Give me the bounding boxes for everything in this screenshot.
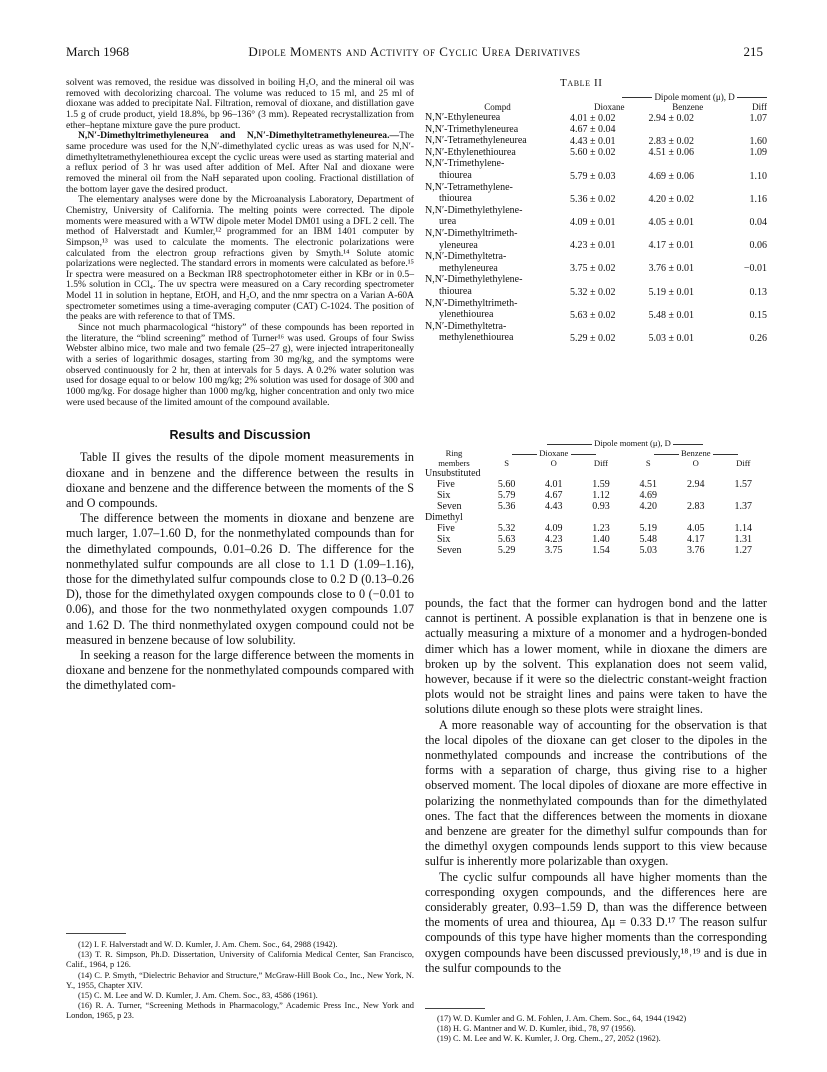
diff-value (727, 124, 767, 136)
dioxane-s: 5.36 (497, 501, 516, 512)
dioxane-value: 5.63 ± 0.02 (570, 309, 616, 321)
paragraph: Since not much pharmacological “history” of these compounds has been reported in the literature, the “blind screening” method of Turner¹⁶ was used. Groups of four Swiss Webster albino mice, two male and two female (25–27 g), were injected intraperitoneally with a series of logarithmic dosages, starting from 30 mg/kg, and the symptoms were observed continuously for 2 hr, then at intervals for 5 days. A 0.2% water solution was used for dosage equal to or below 100 mg/kg; 2% solution was used for dosage of 300 and 1000 mg/kg. For dosage higher than 1000 mg/kg, higher concentration and only two mice were used because of the limited amount of the compound available. (66, 322, 414, 408)
table-row (425, 240, 767, 252)
ring-members: Seven (437, 501, 462, 512)
diff-value (727, 228, 767, 240)
dioxane-value (570, 182, 649, 194)
header-title: Dipole Moments and Activity of Cyclic Urea Derivatives (248, 44, 581, 59)
paragraph: The elementary analyses were done by the Microanalysis Laboratory, Department of Chemistry, University of California. The melting points were corrected. The dipole moments were measured with a WTW dipole meter Model DM01 using a DFL 2 cell. The method of Halverstadt and Kumler,¹² programmed for an IBM 1401 computer by Simpson,¹³ was used to calculate the moments. The electronic polarizations were calculated from the electron group refractions given by Smyth.¹⁴ Solute atomic polarizations were neglected. The standard errors in moments were calculated as before.¹⁵ Ir spectra were measured on a Beckman IR8 spectrophotometer either in KBr or in 0.5–1.5% solution in CCl₄. The uv spectra were measured on a Cary recording spectrometer Model 11 in solution in heptane, EtOH, and H₂O, and the nmr spectra on a Varian A-60A spectrometer sometimes using a time-averaging computer (CAT) C-1024. The position of the peaks are with reference to that of TMS. (66, 194, 414, 323)
header-rule (622, 97, 652, 98)
benzene-value: 2.94 ± 0.02 (648, 112, 695, 124)
benzene-s: 5.03 (639, 545, 658, 556)
compound-name: methyleneurea (439, 262, 498, 274)
dioxane-value (570, 251, 649, 263)
paragraph: In seeking a reason for the large difference between the moments in dioxane and benzene for the nonmethylated compounds compared with the dimethylated com- (66, 647, 414, 693)
benzene-value (649, 274, 728, 286)
section-title: Results and Discussion (169, 428, 311, 443)
footnote-rule (425, 1008, 485, 1009)
col-o: O (550, 458, 557, 468)
benzene-value: 4.69 ± 0.06 (648, 170, 695, 182)
dioxane-value: 4.23 ± 0.01 (570, 240, 616, 252)
benzene-s: 4.20 (639, 501, 658, 512)
diff-value: −0.01 (743, 263, 767, 275)
dioxane-value: 4.43 ± 0.01 (570, 135, 616, 147)
discussion-text (66, 450, 414, 693)
paragraph: solvent was removed, the residue was dissolved in boiling H₂O, and the mineral oil was removed with decolorizing charcoal. The volume was reduced to 15 ml, and 25 ml of dioxane was added to precipitate NaI. Filtration, removal of dioxane, and distillation gave 1.5 g of crude product, yield 18.8%, bp 96–136° (3 mm). Repeated recrystallization from ether–heptane mixture gave the pure product. (66, 77, 414, 131)
diff-value (727, 321, 767, 333)
col-diff: Diff (736, 458, 751, 468)
dioxane-o: 4.09 (545, 523, 563, 534)
dioxane-value (570, 321, 649, 333)
group-row (425, 512, 767, 523)
col-o: O (692, 458, 699, 468)
footnote-rule (66, 933, 126, 934)
diff-value: 1.07 (749, 112, 767, 124)
ring-members: Six (437, 490, 451, 501)
col-members: members (438, 458, 470, 468)
footnote: (13) T. R. Simpson, Ph.D. Dissertation, University of California Medical Center, San Francisco, Calif., 1964, p 126. (66, 950, 414, 970)
table-row (425, 228, 767, 240)
dioxane-s: 5.32 (497, 523, 516, 534)
table-row (425, 534, 767, 545)
paragraph: The difference between the moments in dioxane and benzene are much larger, 1.07–1.60 D, for the nonmethylated compounds than for the dimethylated compounds, 0.01–0.26 D. The difference for the nonmethylated sulfur compounds are all close to 1.1 D (1.09–1.16), those for the dimethylated sulfur compounds close to 0.2 D (0.13–0.26 D), those for the dimethylated oxygen compounds close to 0 (−0.01 to 0.06), and those for the two nonmethylated oxygen compounds 1.07 and 1.62 D. The third nonmethylated oxygen compound could not be measured in benzene because of low solubility. (66, 511, 414, 647)
benzene-value (649, 158, 728, 170)
dioxane-s: 5.29 (497, 545, 516, 556)
compound-name: N,N′-Trimethyleneurea (425, 123, 519, 135)
paragraph: The cyclic sulfur compounds all have higher moments than the corresponding oxygen compounds, and the differences here are considerably greater, 0.93–1.59 D, than was the difference between the moments of urea and thiourea, Δμ = 0.33 D.¹⁷ The reason sulfur compounds of this type have higher moments than the corresponding oxygen compounds have been discussed previously,¹⁸˒¹⁹ and is due in the sulfur compounds to the (425, 869, 767, 975)
compound-name: N,N′-Ethyleneurea (425, 112, 501, 123)
benzene-s: 5.19 (639, 523, 658, 534)
footnote: (12) I. F. Halverstadt and W. D. Kumler, J. Am. Chem. Soc., 64, 2988 (1942). (78, 940, 338, 949)
dioxane-value: 5.29 ± 0.02 (570, 332, 616, 344)
table-row (425, 158, 767, 170)
dioxane-value: 5.32 ± 0.02 (570, 286, 616, 298)
dioxane-value: 5.60 ± 0.02 (570, 147, 616, 159)
compound-name: N,N′-Tetramethylene- (425, 181, 513, 193)
table-row (425, 182, 767, 194)
diff-value: 1.60 (749, 135, 767, 147)
col-compd: Compd (484, 102, 511, 112)
table-header-row (425, 438, 767, 448)
dioxane-diff: 1.40 (592, 534, 610, 545)
diff-value: 0.06 (749, 240, 767, 252)
table-title: Table II (560, 77, 603, 89)
page-number: 215 (743, 44, 763, 59)
dioxane-diff: 1.23 (592, 523, 610, 534)
compound-name: N,N′-Trimethylene- (425, 158, 505, 170)
col-diff: Diff (593, 458, 609, 468)
dioxane-diff: 1.54 (592, 545, 610, 556)
diff-value (727, 158, 767, 170)
table-row (425, 332, 767, 344)
dioxane-value: 5.79 ± 0.03 (570, 170, 616, 182)
diff-value: 0.04 (749, 216, 767, 228)
table-row (425, 286, 767, 298)
footnote: (15) C. M. Lee and W. D. Kumler, J. Am. Chem. Soc., 83, 4586 (1961). (78, 991, 318, 1001)
compound-name: yleneurea (439, 239, 478, 251)
benzene-diff: 1.27 (734, 545, 752, 556)
diff-value (727, 251, 767, 263)
benzene-o (672, 490, 719, 501)
table-row (425, 274, 767, 286)
running-header (66, 44, 763, 62)
table-row (425, 490, 767, 501)
footnote: (18) H. G. Mantner and W. D. Kumler, ibid., 78, 97 (1956). (437, 1024, 636, 1034)
table-row (425, 170, 767, 182)
col-dioxane: Dioxane (594, 102, 625, 112)
ring-members: Seven (437, 545, 462, 556)
paragraph: pounds, the fact that the former can hydrogen bond and the latter cannot is pertinent. A possible explanation is that in benzene one is actually measuring a mixture of a monomer and a hydrogen-bonded dimer which has a lower moment, while in dioxane the dimers are broken up by the solvent. This explanation does not seem valid, however, because if it were so the dielectric constant-weight fraction plots would not be straight lines and pains were taken to have the solutions dilute enough so these plots were straight lines. (425, 596, 767, 717)
table-row (425, 205, 767, 217)
group-header: Dipole moment (μ), D (654, 92, 735, 102)
sub-dioxane: Dioxane (539, 448, 569, 458)
table-ii (425, 92, 767, 344)
col-benzene: Benzene (672, 102, 704, 112)
left-footnotes (66, 940, 414, 1022)
group-row (425, 468, 767, 479)
benzene-value (649, 298, 728, 310)
ring-members: Five (437, 523, 455, 534)
compound-name: N,N′-Dimethyltrimeth- (425, 227, 518, 239)
left-column (66, 78, 414, 694)
dioxane-o: 4.23 (545, 534, 563, 545)
table-header-row (425, 102, 767, 112)
dioxane-value (570, 158, 649, 170)
benzene-value: 2.83 ± 0.02 (648, 135, 695, 147)
benzene-diff: 1.14 (734, 523, 752, 534)
diff-value: 1.16 (749, 193, 767, 205)
dioxane-value: 4.09 ± 0.01 (570, 216, 616, 228)
header-rule (713, 454, 738, 455)
dioxane-s: 5.60 (497, 479, 516, 490)
benzene-value: 4.05 ± 0.01 (648, 216, 695, 228)
dioxane-value (570, 205, 649, 217)
dioxane-o: 4.01 (545, 479, 563, 490)
subheading: N,N′-Dimethyltrimethyleneurea and N,N′-Dimethyltetramethyleneurea.— (78, 130, 400, 142)
compound-name: thiourea (439, 169, 472, 181)
group-label: Dimethyl (425, 512, 463, 523)
dioxane-s: 5.63 (497, 534, 516, 545)
dioxane-o: 3.75 (545, 545, 563, 556)
compound-name: N,N′-Dimethyltrimeth- (425, 297, 518, 309)
benzene-o: 2.83 (686, 501, 705, 512)
compound-name: N,N′-Dimethyltetra- (425, 251, 507, 263)
table-header-row (425, 448, 767, 458)
header-rule (512, 454, 537, 455)
col-s: S (504, 458, 509, 468)
table-header-row (425, 92, 767, 102)
benzene-value: 3.76 ± 0.01 (648, 263, 695, 275)
table-header-row (425, 458, 767, 468)
paragraph-text: The same procedure was used for the N,N′-dimethylated cyclic ureas as was used for N,N′-dimethyltetramethylenethiourea except the cyclic ureas were used as starting material and a reflux period of 3 hr was used after addition of MeI. After NaI and dioxane were removed the mineral oil from the NaH separated upon cooling. Fractional distillation of the bottom layer gave the desired product. (66, 130, 414, 195)
right-body-text (425, 596, 767, 976)
table-row (425, 193, 767, 205)
benzene-s: 4.51 (639, 479, 658, 490)
benzene-value (649, 321, 728, 333)
benzene-diff (719, 490, 767, 501)
footnote: (17) W. D. Kumler and G. M. Fohlen, J. Am. Chem. Soc., 64, 1944 (1942) (437, 1014, 687, 1023)
dioxane-value: 4.67 ± 0.04 (570, 124, 616, 136)
benzene-value: 5.48 ± 0.01 (648, 309, 695, 321)
diff-value: 0.15 (749, 309, 767, 321)
header-rule (547, 444, 592, 445)
group-header: Dipole moment (μ), D (594, 438, 671, 448)
table-row (425, 298, 767, 310)
footnote: (14) C. P. Smyth, “Dielectric Behavior and Structure,” McGraw-Hill Book Co., Inc., New York, N. Y., 1955, Chapter XIV. (66, 970, 414, 990)
benzene-diff: 1.31 (734, 534, 752, 545)
table-row (425, 523, 767, 534)
compound-name: N,N′-Ethylenethiourea (425, 146, 516, 158)
dioxane-value: 4.01 ± 0.02 (570, 112, 616, 124)
compound-name: thiourea (439, 193, 472, 205)
benzene-s: 5.48 (639, 534, 658, 545)
compound-name: ylenethiourea (439, 309, 494, 321)
table-row (425, 251, 767, 263)
diff-value (727, 298, 767, 310)
experimental-text (66, 78, 414, 408)
benzene-o: 3.76 (686, 545, 705, 556)
table-s-o-comparison (425, 438, 767, 556)
benzene-value: 4.20 ± 0.02 (648, 193, 695, 205)
table-row (425, 216, 767, 228)
dioxane-diff: 1.12 (592, 490, 610, 501)
benzene-diff: 1.57 (734, 479, 752, 490)
right-footnotes (425, 1014, 767, 1045)
benzene-diff: 1.37 (734, 501, 752, 512)
diff-value: 0.13 (749, 286, 767, 298)
footnote: (19) C. M. Lee and W. K. Kumler, J. Org. Chem., 27, 2052 (1962). (437, 1034, 661, 1044)
dioxane-value: 5.36 ± 0.02 (570, 193, 616, 205)
group-label: Unsubstituted (425, 468, 481, 479)
compound-name: N,N′-Dimethylethylene- (425, 204, 523, 216)
dioxane-value: 3.75 ± 0.02 (570, 263, 616, 275)
table-row (425, 321, 767, 333)
compound-name: methylenethiourea (439, 332, 514, 344)
col-s: S (645, 458, 651, 468)
diff-value: 1.10 (749, 170, 767, 182)
benzene-o: 2.94 (686, 479, 705, 490)
benzene-value: 5.19 ± 0.01 (648, 286, 695, 298)
table-row (425, 309, 767, 321)
table-row (425, 263, 767, 275)
paragraph: A more reasonable way of accounting for the observation is that the local dipoles of the dioxane can get closer to the dipoles in the nonmethylated compounds and increase the contributions of the forms with a separation of charge, thus giving rise to a higher observed moment. The local dipoles of dioxane are more effective in polarizing the nonmethylated compounds than for the dimethylated ones. The fact that the differences between the moments in dioxane and benzene are greater for the dimethyl sulfur compounds than for the dimethyl oxygen compounds lends support to this view because sulfur is inherently more polarizable than oxygen. (425, 717, 767, 869)
benzene-value (649, 228, 728, 240)
benzene-o: 4.17 (686, 534, 705, 545)
table-row (425, 135, 767, 147)
header-rule (654, 454, 679, 455)
compound-name: N,N′-Dimethyltetra- (425, 320, 507, 332)
dioxane-value (570, 274, 649, 286)
benzene-value (649, 124, 728, 136)
diff-value: 1.09 (749, 147, 767, 159)
dioxane-o: 4.43 (545, 501, 563, 512)
benzene-value (649, 182, 728, 194)
col-diff: Diff (752, 102, 767, 112)
table-row (425, 112, 767, 124)
footnote: (16) R. A. Turner, “Screening Methods in Pharmacology,” Academic Press Inc., New York and London, 1965, p 23. (66, 1001, 414, 1021)
compound-name: N,N′-Dimethylethylene- (425, 274, 523, 286)
benzene-o: 4.05 (686, 523, 705, 534)
ring-members: Six (437, 534, 451, 545)
col-ring: Ring (445, 448, 463, 458)
dioxane-diff: 1.59 (592, 479, 610, 490)
dioxane-o: 4.67 (545, 490, 563, 501)
benzene-value (649, 251, 728, 263)
dioxane-value (570, 228, 649, 240)
table-row (425, 124, 767, 136)
benzene-s: 4.69 (639, 490, 658, 501)
dioxane-diff: 0.93 (592, 501, 610, 512)
table-row (425, 501, 767, 512)
dioxane-s: 5.79 (497, 490, 516, 501)
compound-name: N,N′-Tetramethyleneurea (425, 135, 527, 147)
sub-benzene: Benzene (680, 448, 711, 458)
diff-value (727, 182, 767, 194)
header-rule (737, 97, 767, 98)
benzene-value: 4.17 ± 0.01 (648, 240, 695, 252)
diff-value: 0.26 (749, 332, 767, 344)
benzene-value (649, 205, 728, 217)
paragraph (66, 131, 414, 195)
ring-members: Five (437, 479, 455, 490)
diff-value (727, 274, 767, 286)
table-row (425, 147, 767, 159)
compound-name: thiourea (439, 285, 472, 297)
dioxane-value (570, 298, 649, 310)
table-row (425, 479, 767, 490)
benzene-value: 5.03 ± 0.01 (648, 332, 695, 344)
paragraph: Table II gives the results of the dipole moment measurements in dioxane and in benzene and the difference between the results in dioxane and benzene and the difference between the moments of the S and O compounds. (66, 450, 414, 510)
header-rule (673, 444, 703, 445)
compound-name: urea (439, 216, 457, 228)
header-date: March 1968 (66, 44, 130, 59)
diff-value (727, 205, 767, 217)
benzene-value: 4.51 ± 0.06 (648, 147, 695, 159)
table-row (425, 545, 767, 556)
header-rule (571, 454, 596, 455)
